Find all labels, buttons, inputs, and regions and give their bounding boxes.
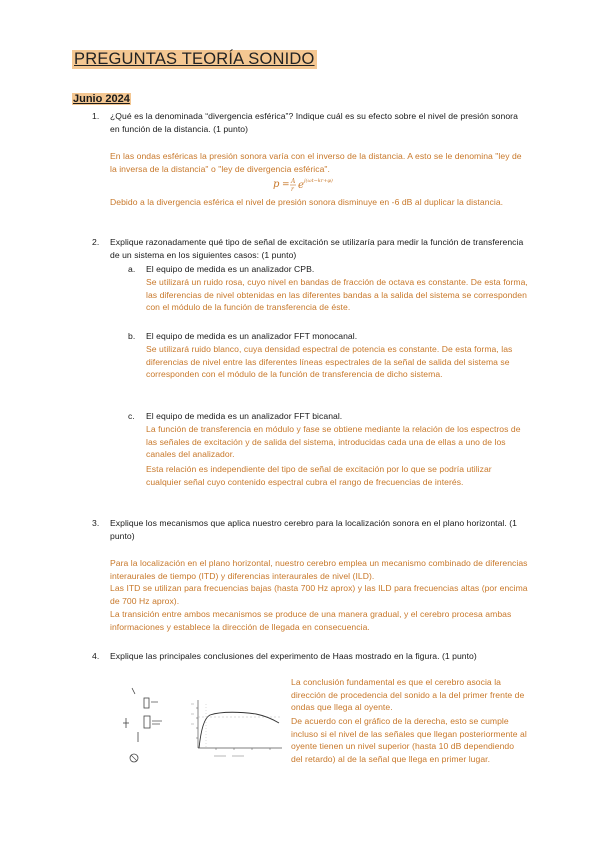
q2a-title: El equipo de medida es un analizador CPB. <box>146 264 315 274</box>
q2-number: 2. <box>92 237 100 247</box>
q2b-label: b. <box>128 331 136 341</box>
section-heading: Junio 2024 <box>73 93 130 105</box>
q1-formula <box>273 176 333 194</box>
svg-text:A: A <box>291 178 296 185</box>
page-title: PREGUNTAS TEORÍA SONIDO <box>74 50 315 68</box>
q4-number: 4. <box>92 651 100 661</box>
q2-question: Explique razonadamente qué tipo de señal de excitación se utilizaría para medir la función de transferencia de un sistema en los siguientes casos: (1 punto) <box>110 237 524 260</box>
haas-curve <box>199 712 279 748</box>
q3-question: Explique los mecanismos que aplica nuestro cerebro para la localización sonora en el plano horizontal. (1 punto) <box>110 518 517 541</box>
q2c-title: El equipo de medida es un analizador FFT bicanal. <box>146 411 343 421</box>
q1-question: ¿Qué es la denominada “divergencia esférica”? Indique cuál es su efecto sobre el nivel de presión sonora en función de la distancia. (1 punto) <box>110 111 518 134</box>
q2b-title: El equipo de medida es un analizador FFT monocanal. <box>146 331 358 341</box>
q2a-label: a. <box>128 264 136 274</box>
q2c-answer-2: Esta relación es independiente del tipo de señal de excitación por lo que se podría utilizar cualquier señal cuyo contenido espectral cubra el rango de frecuencias de interés. <box>146 464 492 487</box>
q3-answer-3: La transición entre ambos mecanismos se produce de una manera gradual, y el cerebro procesa ambas informaciones y establece la dirección de llegada en consecuencia. <box>110 609 512 632</box>
svg-text:j(ωt−kr+φ): j(ωt−kr+φ) <box>304 178 333 184</box>
q1-answer-1: En las ondas esféricas la presión sonora varía con el inverso de la distancia. A esto se le denomina "ley de la inversa de la distancia" o "ley de divergencia esférica". <box>110 151 522 174</box>
q3-answer-2: Las ITD se utilizan para frecuencias bajas (hasta 700 Hz aprox) y las ILD para frecuencias altas (por encima de 700 Hz aprox). <box>110 583 528 606</box>
q3-number: 3. <box>92 518 100 528</box>
svg-text:r: r <box>291 186 294 192</box>
formula-graphic <box>273 176 333 192</box>
q2a-answer: Se utilizará un ruido rosa, cuyo nivel en bandas de fracción de octava es constante. De esta forma, las diferencias de nivel obtenidas en las diferentes bandas a la salida del sistema se corresponden con el módulo de la función de transferencia de éste. <box>146 277 528 313</box>
q1-number: 1. <box>92 111 100 121</box>
q4-answer-2: De acuerdo con el gráfico de la derecha, esto se cumple incluso si el nivel de las señales que llegan posteriormente al oyente tienen un nivel superior (hasta 10 dB dependiendo del retardo) al de la señal que llega en primer lugar. <box>291 716 527 764</box>
q4-answer-1: La conclusión fundamental es que el cerebro asocia la dirección de procedencia del sonido a la del primer frente de ondas que llega al oyente. <box>291 677 525 713</box>
q2c-answer-1: La función de transferencia en módulo y fase se obtiene mediante la relación de los espectros de las señales de excitación y de salida del sistema, introducidas cada una de ellas a uno de los canales del analizador. <box>146 424 521 460</box>
q2b-answer: Se utilizará ruido blanco, cuya densidad espectral de potencia es constante. De esta forma, las diferencias de nivel entre las diferentes líneas espectrales de la señal de salida del sistema se corresponden con el módulo de la función de transferencia de dicho sistema. <box>146 344 513 380</box>
q3-answer-1: Para la localización en el plano horizontal, nuestro cerebro emplea un mecanismo combinado de diferencias interaurales de tiempo (ITD) y diferencias interaurales de nivel (ILD). <box>110 558 528 581</box>
q1-answer-2: Debido a la divergencia esférica el nivel de presión sonora disminuye en -6 dB al duplicar la distancia. <box>110 197 504 207</box>
q4-question: Explique las principales conclusiones del experimento de Haas mostrado en la figura. (1 punto) <box>110 651 477 661</box>
svg-text:p: p <box>273 179 280 190</box>
svg-text:e: e <box>298 180 304 191</box>
q2c-label: c. <box>128 411 135 421</box>
haas-curve-chart <box>186 696 286 762</box>
haas-setup-figure <box>118 686 178 773</box>
haas-setup-diagram <box>118 686 178 768</box>
haas-curve-figure <box>186 696 286 767</box>
svg-text:=: = <box>282 180 290 190</box>
